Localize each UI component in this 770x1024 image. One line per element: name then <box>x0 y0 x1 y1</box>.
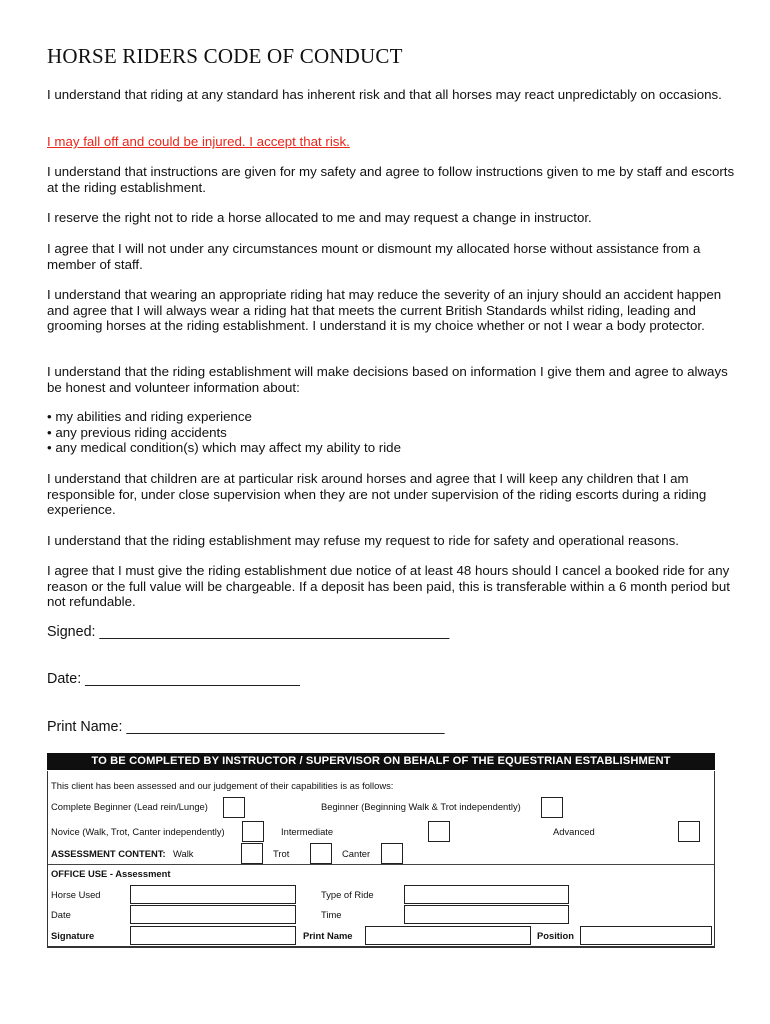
advanced-label: Advanced <box>553 826 595 837</box>
time-label: Time <box>321 909 342 920</box>
position-label: Position <box>537 930 574 941</box>
signature-label: Signature <box>51 930 95 941</box>
assessment-content-label: ASSESSMENT CONTENT: <box>51 848 166 859</box>
paragraph-children: I understand that children are at particular risk around horses and agree that I will keep any children that I am responsible for, under close supervision when they are not under supervision of the riding escorts during a riding experience. <box>47 471 707 518</box>
date-line[interactable]: Date: ___________________________ <box>47 671 300 687</box>
divider <box>48 864 714 865</box>
assessment-form <box>47 771 715 948</box>
walk-label: Walk <box>173 848 194 859</box>
paragraph-mount-dismount: I agree that I will not under any circumstances mount or dismount my allocated horse without assistance from a member of staff. <box>47 241 701 272</box>
office-use-heading: OFFICE USE - Assessment <box>51 868 171 879</box>
advanced-checkbox[interactable] <box>678 821 700 842</box>
signature-field[interactable] <box>130 926 296 945</box>
date-field[interactable] <box>130 905 296 924</box>
signed-line[interactable]: Signed: ____________________________________________ <box>47 624 450 640</box>
paragraph-honest-information: I understand that the riding establishment will make decisions based on information I give them and agree to always be honest and volunteer information about: <box>47 364 728 395</box>
novice-label: Novice (Walk, Trot, Canter independently) <box>51 826 225 837</box>
walk-checkbox[interactable] <box>241 843 263 864</box>
paragraph-inherent-risk: I understand that riding at any standard has inherent risk and that all horses may react unpredictably on occasions. <box>47 87 722 102</box>
novice-checkbox[interactable] <box>242 821 264 842</box>
form-banner: TO BE COMPLETED BY INSTRUCTOR / SUPERVISOR ON BEHALF OF THE EQUESTRIAN ESTABLISHMENT <box>47 753 715 770</box>
intermediate-label: Intermediate <box>281 826 334 837</box>
paragraph-riding-hat: I understand that wearing an appropriate riding hat may reduce the severity of an injury should an accident happen and agree that I will always wear a riding hat that meets the current British Standards whilst riding, leading and grooming horses at the riding establishment. I understand it is my choice whether or not I wear a body protector. <box>47 287 722 334</box>
intermediate-checkbox[interactable] <box>428 821 450 842</box>
canter-label: Canter <box>342 848 371 859</box>
canter-checkbox[interactable] <box>381 843 403 864</box>
bullet-list <box>47 409 737 456</box>
form-intro: This client has been assessed and our judgement of their capabilities is as follows: <box>51 780 394 791</box>
page-title: HORSE RIDERS CODE OF CONDUCT <box>47 44 403 68</box>
print-name-line[interactable]: Print Name: ________________________________________ <box>47 719 445 735</box>
beginner-label: Beginner (Beginning Walk & Trot independently) <box>321 801 521 812</box>
print-name-field[interactable] <box>365 926 531 945</box>
paragraph-instructions: I understand that instructions are given for my safety and agree to follow instructions given to me by staff and escorts at the riding establishment. <box>47 164 735 195</box>
complete-beginner-label: Complete Beginner (Lead rein/Lunge) <box>51 801 208 812</box>
position-field[interactable] <box>580 926 712 945</box>
bullet-item: • any medical condition(s) which may affect my ability to ride <box>47 440 401 456</box>
print-name-label: Print Name <box>303 930 353 941</box>
type-of-ride-field[interactable] <box>404 885 569 904</box>
paragraph-refuse-request: I understand that the riding establishment may refuse my request to ride for safety and operational reasons. <box>47 533 679 548</box>
paragraph-right-not-to-ride: I reserve the right not to ride a horse allocated to me and may request a change in instructor. <box>47 210 592 225</box>
time-field[interactable] <box>404 905 569 924</box>
bullet-item: • my abilities and riding experience <box>47 409 252 424</box>
trot-label: Trot <box>273 848 290 859</box>
beginner-checkbox[interactable] <box>541 797 563 818</box>
type-of-ride-label: Type of Ride <box>321 889 374 900</box>
horse-used-label: Horse Used <box>51 889 101 900</box>
paragraph-accept-risk: I may fall off and could be injured. I accept that risk. <box>47 134 350 149</box>
bullet-item: • any previous riding accidents <box>47 424 227 440</box>
trot-checkbox[interactable] <box>310 843 332 864</box>
horse-used-field[interactable] <box>130 885 296 904</box>
paragraph-cancellation: I agree that I must give the riding establishment due notice of at least 48 hours should I cancel a booked ride for any reason or the full value will be chargeable. If a deposit has been paid, this is transferable within a 6 month period but not refundable. <box>47 563 730 610</box>
complete-beginner-checkbox[interactable] <box>223 797 245 818</box>
date-label: Date <box>51 909 71 920</box>
